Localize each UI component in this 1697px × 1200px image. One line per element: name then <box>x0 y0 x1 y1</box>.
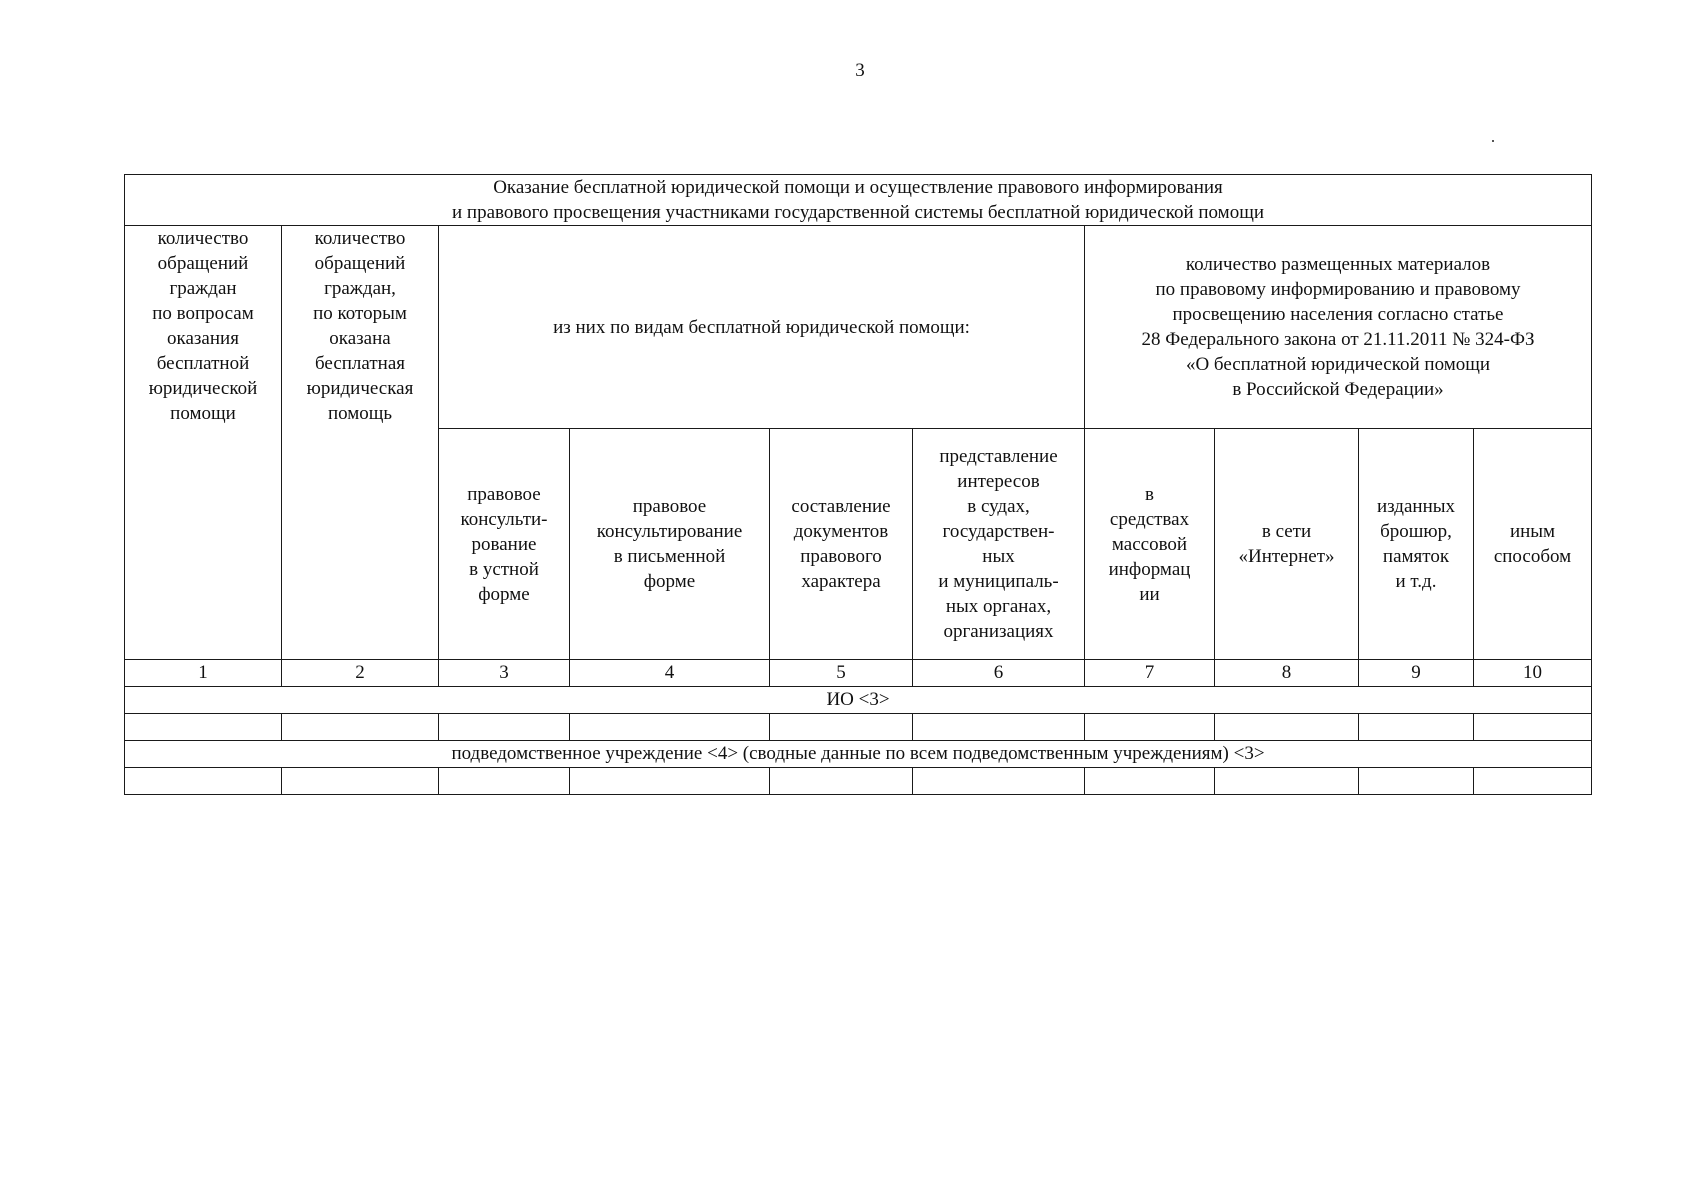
header-aid-provided-line: оказана <box>329 328 391 349</box>
subheader-legal-documents <box>770 429 913 660</box>
subheader-oral-consulting <box>439 429 570 660</box>
header-appeals-count <box>125 226 282 660</box>
table-cell[interactable] <box>1359 714 1474 741</box>
table-cell[interactable] <box>1474 768 1592 795</box>
subheader-line: в <box>1145 483 1154 505</box>
column-number-row <box>125 660 1592 687</box>
subheader-brochures <box>1359 429 1474 660</box>
subheader-line: интересов <box>957 471 1040 492</box>
table-cell[interactable] <box>570 714 770 741</box>
subheader-line: ии <box>1139 583 1160 605</box>
subheader-line: рование <box>471 533 537 555</box>
table-cell[interactable] <box>1085 768 1215 795</box>
column-number: 7 <box>1085 660 1215 687</box>
column-number: 5 <box>770 660 913 687</box>
header-materials-line: количество размещенных материалов <box>1185 254 1491 275</box>
header-aid-provided-line: помощь <box>327 403 393 424</box>
subheader-line: информац <box>1108 558 1191 580</box>
subheader-line: правовое <box>632 496 707 517</box>
subheader-line: правовое <box>467 483 541 505</box>
subheader-representation <box>913 429 1085 660</box>
subheader-line: в письменной <box>613 546 726 567</box>
subheader-line: ных органах, <box>945 596 1052 617</box>
header-aid-provided-line: граждан, <box>324 278 396 299</box>
table-cell[interactable] <box>125 714 282 741</box>
subheader-line: и муниципаль- <box>938 571 1059 592</box>
header-appeals-count-line: бесплатной <box>156 353 250 374</box>
subheader-line: памяток <box>1382 546 1450 567</box>
subheader-line: брошюр, <box>1380 521 1452 542</box>
table-title-row <box>125 175 1592 226</box>
table-row <box>125 714 1592 741</box>
table-title-line-2: и правового просвещения участниками государственной системы бесплатной юридической помощи <box>451 202 1265 223</box>
header-materials-line: просвещению населения согласно статье <box>1172 304 1504 325</box>
table-title <box>125 175 1592 226</box>
column-number: 6 <box>913 660 1085 687</box>
table-cell[interactable] <box>439 768 570 795</box>
column-number: 1 <box>125 660 282 687</box>
header-appeals-count-line: обращений <box>157 253 249 274</box>
subheader-line: ных <box>982 546 1015 567</box>
subheader-line: в устной <box>469 558 539 580</box>
section-subordinate-label: подведомственное учреждение <4> (сводные данные по всем подведомственным учреждениям) <3> <box>125 741 1592 768</box>
header-materials-line: 28 Федерального закона от 21.11.2011 № 324-ФЗ <box>1141 329 1535 350</box>
subheader-line: представление <box>939 446 1058 467</box>
subheader-line: массовой <box>1111 533 1188 555</box>
table-cell[interactable] <box>439 714 570 741</box>
table-cell[interactable] <box>1215 714 1359 741</box>
subheader-line: средствах <box>1109 508 1190 530</box>
subheader-line: форме <box>478 583 530 605</box>
column-number: 2 <box>282 660 439 687</box>
section-subordinate-row <box>125 741 1592 768</box>
subheader-line: правового <box>800 546 882 567</box>
header-materials-line: по правовому информированию и правовому <box>1155 279 1521 300</box>
table-title-line-1: Оказание бесплатной юридической помощи и осуществление правового информирования <box>493 177 1223 198</box>
header-materials-line: в Российской Федерации» <box>1232 379 1444 400</box>
table-cell[interactable] <box>282 768 439 795</box>
subheader-line: консультирование <box>596 521 743 542</box>
subheader-line: организациях <box>943 621 1054 642</box>
subheader-line: «Интернет» <box>1238 546 1335 567</box>
header-aid-provided-count <box>282 226 439 660</box>
header-materials-group <box>1085 226 1592 429</box>
header-appeals-count-line: помощи <box>170 403 236 424</box>
subheader-line: изданных <box>1376 496 1456 517</box>
subheader-line: форме <box>643 571 696 592</box>
header-row <box>125 226 1592 429</box>
table-cell[interactable] <box>1359 768 1474 795</box>
header-appeals-count-line: юридической <box>148 378 258 399</box>
subheader-line: способом <box>1493 546 1572 567</box>
subheader-line: в сети <box>1261 521 1312 542</box>
header-appeals-count-line: оказания <box>167 328 239 349</box>
header-appeals-count-line: количество <box>157 228 249 249</box>
header-aid-provided-line: обращений <box>314 253 406 274</box>
table-cell[interactable] <box>125 768 282 795</box>
header-aid-provided-line: юридическая <box>306 378 414 399</box>
table-cell[interactable] <box>282 714 439 741</box>
header-aid-provided-line: количество <box>314 228 406 249</box>
subheader-line: консульти- <box>460 508 548 530</box>
column-number: 3 <box>439 660 570 687</box>
header-materials-line: «О бесплатной юридической помощи <box>1185 354 1491 375</box>
header-appeals-count-line: по вопросам <box>152 303 254 324</box>
subheader-line: составление <box>791 496 891 517</box>
scan-speck <box>1492 140 1494 142</box>
column-number: 9 <box>1359 660 1474 687</box>
subheader-line: государствен- <box>942 521 1055 542</box>
table-cell[interactable] <box>770 768 913 795</box>
subheader-internet <box>1215 429 1359 660</box>
section-io-row <box>125 687 1592 714</box>
column-number: 8 <box>1215 660 1359 687</box>
subheader-line: в судах, <box>967 496 1030 517</box>
header-appeals-count-line: граждан <box>169 278 237 299</box>
table-row <box>125 768 1592 795</box>
table-cell[interactable] <box>913 714 1085 741</box>
column-number: 10 <box>1474 660 1592 687</box>
page-number: 3 <box>855 60 865 81</box>
header-aid-provided-line: по которым <box>313 303 407 324</box>
column-number: 4 <box>570 660 770 687</box>
table-cell[interactable] <box>770 714 913 741</box>
table-cell[interactable] <box>1474 714 1592 741</box>
header-aid-provided-line: бесплатная <box>315 353 405 374</box>
legal-aid-report-table <box>124 174 1592 795</box>
subheader-other-way <box>1474 429 1592 660</box>
table-cell[interactable] <box>1215 768 1359 795</box>
table-cell[interactable] <box>570 768 770 795</box>
subheader-line: и т.д. <box>1395 571 1437 592</box>
subheader-line: документов <box>793 521 889 542</box>
subheader-line: иным <box>1509 521 1556 542</box>
table-cell[interactable] <box>1085 714 1215 741</box>
header-aid-types-group: из них по видам бесплатной юридической помощи: <box>439 226 1085 429</box>
subheader-written-consulting <box>570 429 770 660</box>
section-io-label: ИО <3> <box>125 687 1592 714</box>
subheader-line: характера <box>801 571 881 592</box>
table-cell[interactable] <box>913 768 1085 795</box>
subheader-mass-media <box>1085 429 1215 660</box>
